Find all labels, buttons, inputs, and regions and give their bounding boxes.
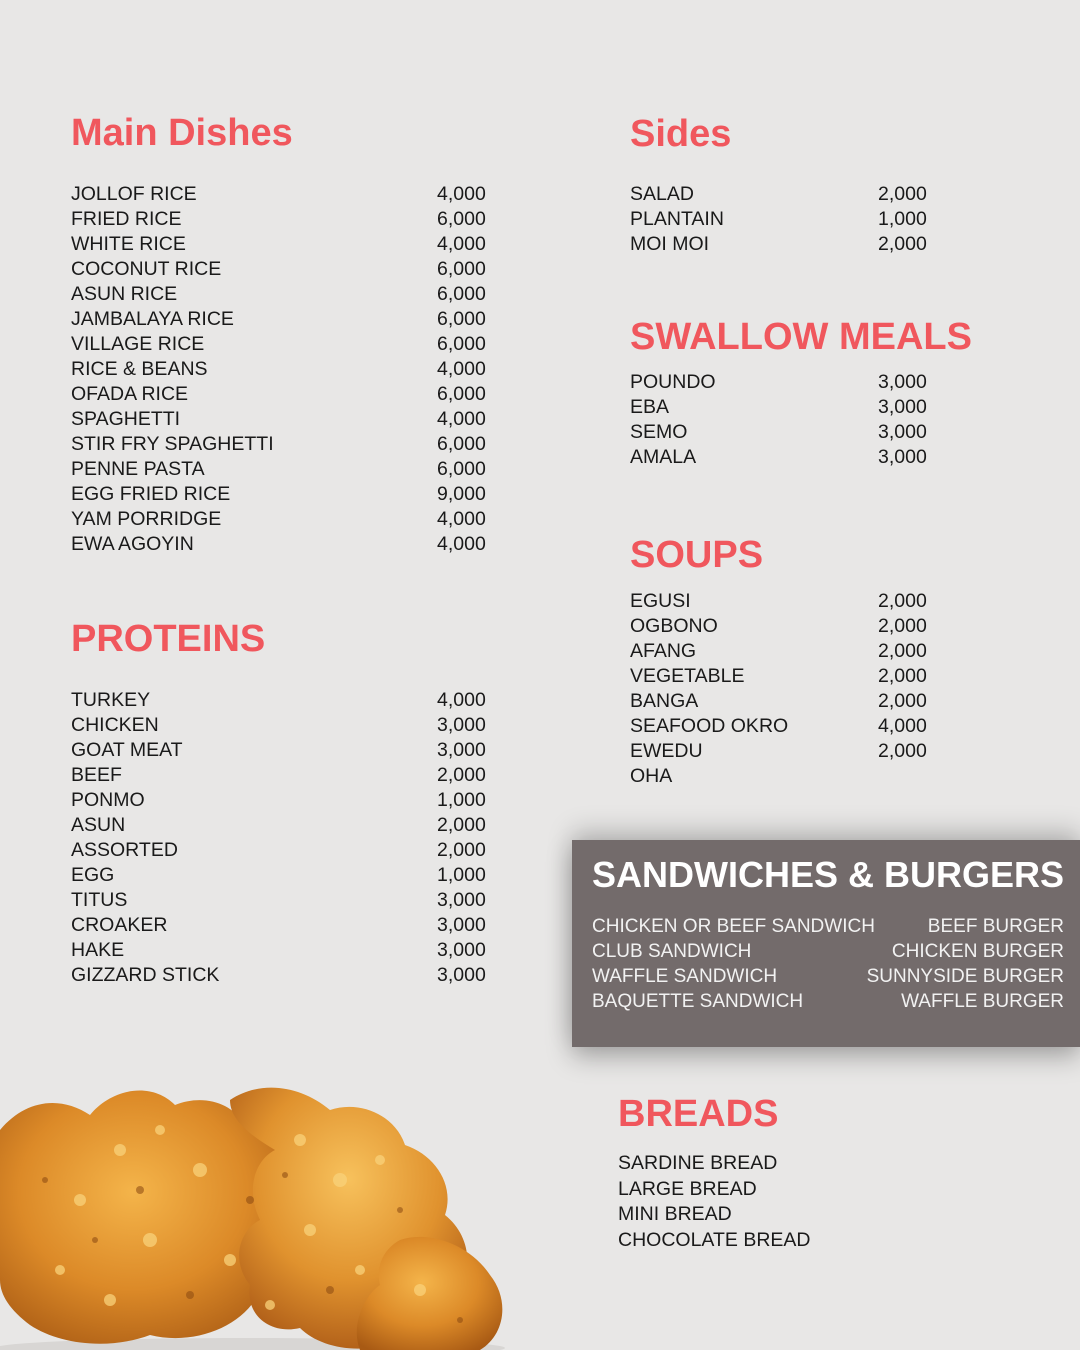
- menu-item-price: 6,000: [437, 208, 486, 230]
- burger-item: SUNNYSIDE BURGER: [866, 966, 1064, 987]
- menu-item-price: 2,000: [437, 839, 486, 861]
- menu-item-name: VEGETABLE: [630, 665, 745, 687]
- menu-item-price: 2,000: [437, 764, 486, 786]
- menu-item-price: 6,000: [437, 333, 486, 355]
- menu-item-name: CROAKER: [71, 914, 168, 936]
- menu-item-name: OHA: [630, 765, 673, 787]
- menu-item-price: 4,000: [437, 689, 486, 711]
- menu-item-price: 3,000: [437, 739, 486, 761]
- menu-item-price: 6,000: [437, 308, 486, 330]
- menu-item-price: 3,000: [878, 371, 927, 393]
- bread-item: SARDINE BREAD: [618, 1152, 778, 1174]
- menu-item-price: 6,000: [437, 433, 486, 455]
- burgers-list: [867, 914, 1064, 1014]
- menu-item-name: RICE & BEANS: [71, 358, 208, 380]
- menu-item-name: ASSORTED: [71, 839, 178, 861]
- menu-item-name: CHICKEN: [71, 714, 159, 736]
- menu-item-price: 3,000: [878, 421, 927, 443]
- burger-item: CHICKEN BURGER: [891, 941, 1064, 962]
- sandwiches-burgers-panel: [572, 840, 1080, 1047]
- menu-item-price: 3,000: [437, 889, 486, 911]
- menu-item-name: EBA: [630, 396, 670, 418]
- menu-item-name: SEAFOOD OKRO: [630, 715, 789, 737]
- breads-list: [618, 1151, 811, 1253]
- menu-item-price: 2,000: [437, 814, 486, 836]
- menu-item-price: 6,000: [437, 258, 486, 280]
- menu-item-price: 1,000: [437, 789, 486, 811]
- sandwich-item: BAQUETTE SANDWICH: [592, 991, 804, 1012]
- menu-item-name: SEMO: [630, 421, 688, 443]
- menu-item-name: AFANG: [630, 640, 697, 662]
- menu-item-name: GIZZARD STICK: [71, 964, 220, 986]
- sides-heading: Sides: [630, 113, 732, 155]
- burger-item: BEEF BURGER: [927, 916, 1064, 937]
- menu-item-name: EGG: [71, 864, 115, 886]
- bread-item: MINI BREAD: [618, 1203, 732, 1225]
- menu-item-name: YAM PORRIDGE: [71, 508, 222, 530]
- menu-item-name: POUNDO: [630, 371, 716, 393]
- menu-item-name: SPAGHETTI: [71, 408, 181, 430]
- sandwich-item: CHICKEN OR BEEF SANDWICH: [592, 916, 875, 937]
- menu-item-name: STIR FRY SPAGHETTI: [71, 433, 274, 455]
- menu-item-name: HAKE: [71, 939, 125, 961]
- menu-item-price: 4,000: [437, 508, 486, 530]
- menu-item-name: BEEF: [71, 764, 122, 786]
- menu-item-name: EGG FRIED RICE: [71, 483, 231, 505]
- sandwich-item: CLUB SANDWICH: [592, 941, 752, 962]
- menu-item-price: 4,000: [437, 408, 486, 430]
- menu-item-name: WHITE RICE: [71, 233, 186, 255]
- menu-item-name: PENNE PASTA: [71, 458, 205, 480]
- menu-item-name: JOLLOF RICE: [71, 183, 197, 205]
- menu-item-name: GOAT MEAT: [71, 739, 183, 761]
- menu-item-name: EWEDU: [630, 740, 703, 762]
- menu-item-name: OFADA RICE: [71, 383, 189, 405]
- menu-item-name: BANGA: [630, 690, 699, 712]
- menu-item-price: 3,000: [878, 446, 927, 468]
- menu-item-price: 2,000: [878, 690, 927, 712]
- menu-item-name: OGBONO: [630, 615, 718, 637]
- menu-item-price: 3,000: [437, 714, 486, 736]
- menu-item-name: MOI MOI: [630, 233, 710, 255]
- menu-item-name: VILLAGE RICE: [71, 333, 205, 355]
- menu-item-price: 3,000: [878, 396, 927, 418]
- menu-item-name: TURKEY: [71, 689, 151, 711]
- menu-item-name: ASUN: [71, 814, 126, 836]
- menu-item-price: 2,000: [878, 183, 927, 205]
- menu-item-price: 6,000: [437, 283, 486, 305]
- menu-item-price: 1,000: [878, 208, 927, 230]
- menu-item-name: SALAD: [630, 183, 694, 205]
- menu-item-price: 9,000: [437, 483, 486, 505]
- menu-item-price: 6,000: [437, 458, 486, 480]
- menu-item-price: 4,000: [437, 533, 486, 555]
- menu-item-price: 4,000: [878, 715, 927, 737]
- menu-item-name: PONMO: [71, 789, 145, 811]
- menu-item-name: EGUSI: [630, 590, 691, 612]
- breads-heading: BREADS: [618, 1093, 779, 1135]
- menu-item-price: 3,000: [437, 914, 486, 936]
- soups-heading: SOUPS: [630, 534, 764, 576]
- menu-item-price: 2,000: [878, 740, 927, 762]
- menu-item-price: 2,000: [878, 615, 927, 637]
- menu-item-price: 4,000: [437, 233, 486, 255]
- sandwiches-burgers-heading: SANDWICHES & BURGERS: [592, 854, 1065, 895]
- menu-item-price: 2,000: [878, 640, 927, 662]
- bread-item: LARGE BREAD: [618, 1177, 757, 1200]
- menu-item-name: AMALA: [630, 446, 697, 468]
- bread-item: CHOCOLATE BREAD: [618, 1228, 811, 1251]
- menu-item-name: PLANTAIN: [630, 208, 724, 230]
- menu-item-price: 4,000: [437, 183, 486, 205]
- burger-item: WAFFLE BURGER: [901, 991, 1064, 1012]
- menu-item-price: 2,000: [878, 665, 927, 687]
- fried-chicken-image: [0, 1060, 520, 1350]
- menu-item-name: ASUN RICE: [71, 283, 178, 305]
- menu-item-price: 2,000: [878, 233, 927, 255]
- menu-item-name: COCONUT RICE: [71, 258, 222, 280]
- menu-item-price: 6,000: [437, 383, 486, 405]
- swallow-meals-heading: SWALLOW MEALS: [630, 316, 972, 358]
- sandwiches-list: [592, 914, 875, 1014]
- menu-item-price: 4,000: [437, 358, 486, 380]
- proteins-heading: PROTEINS: [71, 618, 266, 660]
- main-dishes-heading: Main Dishes: [71, 112, 293, 154]
- menu-item-name: TITUS: [71, 889, 128, 911]
- menu-item-price: 3,000: [437, 964, 486, 986]
- menu-item-price: 2,000: [878, 590, 927, 612]
- menu-item-name: EWA AGOYIN: [71, 533, 194, 555]
- menu-item-price: 1,000: [437, 864, 486, 886]
- menu-item-price: 3,000: [437, 939, 486, 961]
- menu-item-name: FRIED RICE: [71, 208, 182, 230]
- sandwich-item: WAFFLE SANDWICH: [592, 966, 778, 987]
- menu-item-name: JAMBALAYA RICE: [71, 308, 234, 330]
